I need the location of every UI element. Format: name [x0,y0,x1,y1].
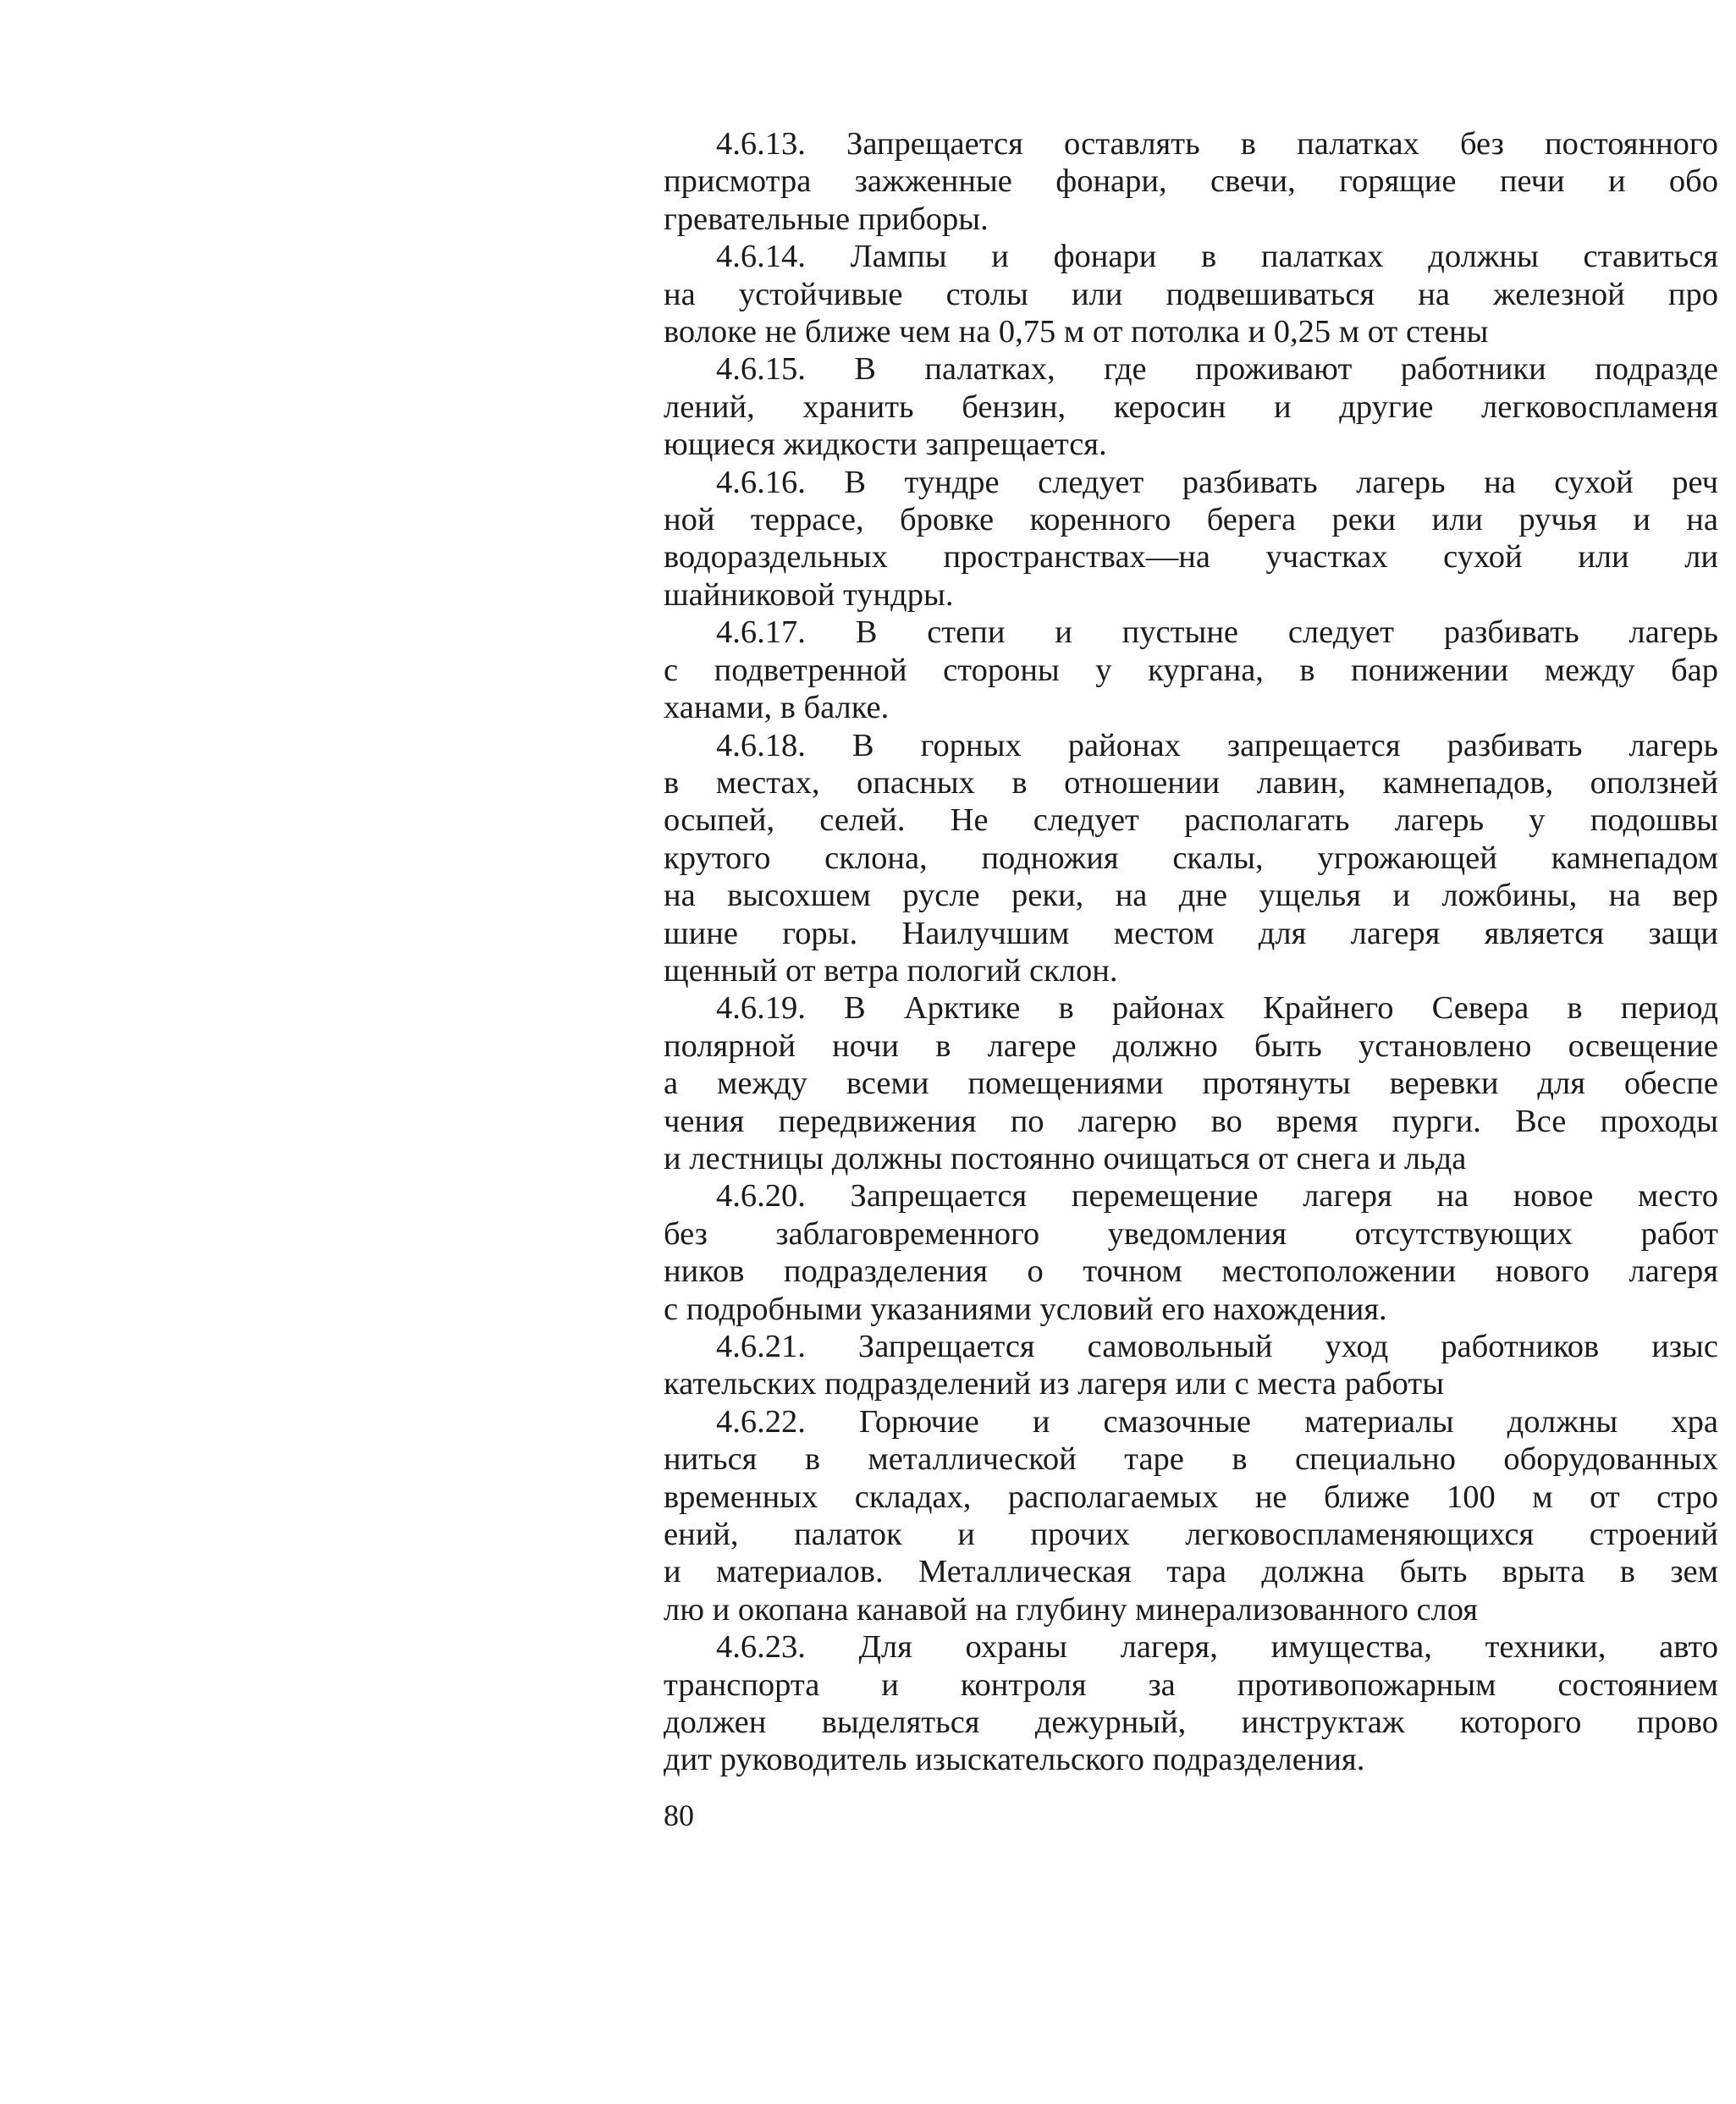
text-line: щенный от ветра пологий склон. [664,952,1118,989]
paragraph-4-6-19 [664,989,1718,1177]
paragraph-4-6-21 [664,1328,1718,1403]
text-line: без заблаговременного уведомления отсутствующих работ [664,1215,1718,1252]
text-line: ханами, в балке. [664,690,890,726]
text-line: волоке не ближе чем на 0,75 м от потолка и 0,25 м от стены [664,314,1489,350]
text-line: 4.6.19. В Арктике в районах Крайнего Севера в период [716,990,1718,1027]
text-line: на устойчивые столы или подвешиваться на железной про [664,276,1718,312]
text-line: ной террасе, бровке коренного берега реки или ручья и на [664,502,1718,538]
text-line: дит руководитель изыскательского подразделения. [664,1742,1365,1778]
text-line: 4.6.16. В тундре следует разбивать лагерь на сухой реч [716,464,1718,500]
text-line: и материалов. Металлическая тара должна быть врыта в зем [664,1554,1718,1590]
text-line: 4.6.20. Запрещается перемещение лагеря на новое место [716,1178,1718,1214]
paragraph-4-6-22 [664,1403,1718,1628]
text-line: чения передвижения по лагерю во время пурги. Все проходы [664,1103,1718,1139]
text-line: временных складах, располагаемых не ближе 100 м от стро [664,1479,1718,1515]
text-line: ниться в металлической таре в специально оборудованных [664,1441,1718,1478]
paragraph-4-6-20 [664,1177,1718,1328]
text-line: крутого склона, подножия скалы, угрожающей камнепадом [664,840,1718,876]
text-line: 4.6.18. В горных районах запрещается разбивать лагерь [716,727,1718,763]
text-line: а между всеми помещениями протянуты веревки для обеспе [664,1066,1718,1102]
text-line: присмотра зажженные фонари, свечи, горящие печи и обо [664,163,1718,200]
text-line: ений, палаток и прочих легковоспламеняющихся строений [664,1517,1718,1553]
text-line: лю и окопана канавой на глубину минерализованного слоя [664,1591,1478,1628]
text-line: 4.6.14. Лампы и фонари в палатках должны ставиться [716,239,1718,275]
paragraph-4-6-13 [664,125,1718,238]
text-line: ников подразделения о точном местоположении нового лагеря [664,1253,1718,1290]
text-line: в местах, опасных в отношении лавин, камнепадов, оползней [664,764,1718,801]
text-line: 4.6.23. Для охраны лагеря, имущества, техники, авто [716,1629,1718,1666]
paragraph-4-6-23 [664,1628,1718,1779]
text-line: шине горы. Наилучшим местом для лагеря является защи [664,915,1718,951]
text-line: и лестницы должны постоянно очищаться от снега и льда [664,1140,1467,1176]
text-line: лений, хранить бензин, керосин и другие легковоспламеня [664,388,1718,425]
paragraph-4-6-18 [664,727,1718,990]
text-line: шайниковой тундры. [664,576,954,613]
text-line: полярной ночи в лагере должно быть установлено освещение [664,1027,1718,1064]
text-line: с подробными указаниями условий его нахождения. [664,1291,1387,1327]
text-line: должен выделяться дежурный, инструктаж которого прово [664,1705,1718,1741]
body-text [664,125,1718,1779]
text-line: 4.6.13. Запрещается оставлять в палатках без постоянного [716,126,1718,162]
text-line: осыпей, селей. Не следует располагать лагерь у подошвы [664,802,1718,839]
text-line: водораздельных пространствах—на участках сухой или ли [664,539,1718,576]
text-line: 4.6.17. В степи и пустыне следует разбивать лагерь [716,614,1718,651]
paragraph-4-6-14 [664,238,1718,350]
paragraph-4-6-15 [664,350,1718,463]
text-line: на высохшем русле реки, на дне ущелья и ложбины, на вер [664,878,1718,914]
text-line: транспорта и контроля за противопожарным состоянием [664,1666,1718,1703]
text-line: с подветренной стороны у кургана, в понижении между бар [664,652,1718,688]
text-line: 4.6.22. Горючие и смазочные материалы должны хра [716,1403,1718,1440]
text-line: ющиеся жидкости запрещается. [664,427,1107,463]
text-line: кательских подразделений из лагеря или с места работы [664,1366,1445,1402]
text-line: 4.6.21. Запрещается самовольный уход работников изыс [716,1329,1718,1364]
page-number: 80 [664,1798,694,1832]
text-line: 4.6.15. В палатках, где проживают работники подразде [716,351,1718,388]
text-line: гревательные приборы. [664,201,989,237]
paragraph-4-6-17 [664,614,1718,726]
paragraph-4-6-16 [664,464,1718,614]
